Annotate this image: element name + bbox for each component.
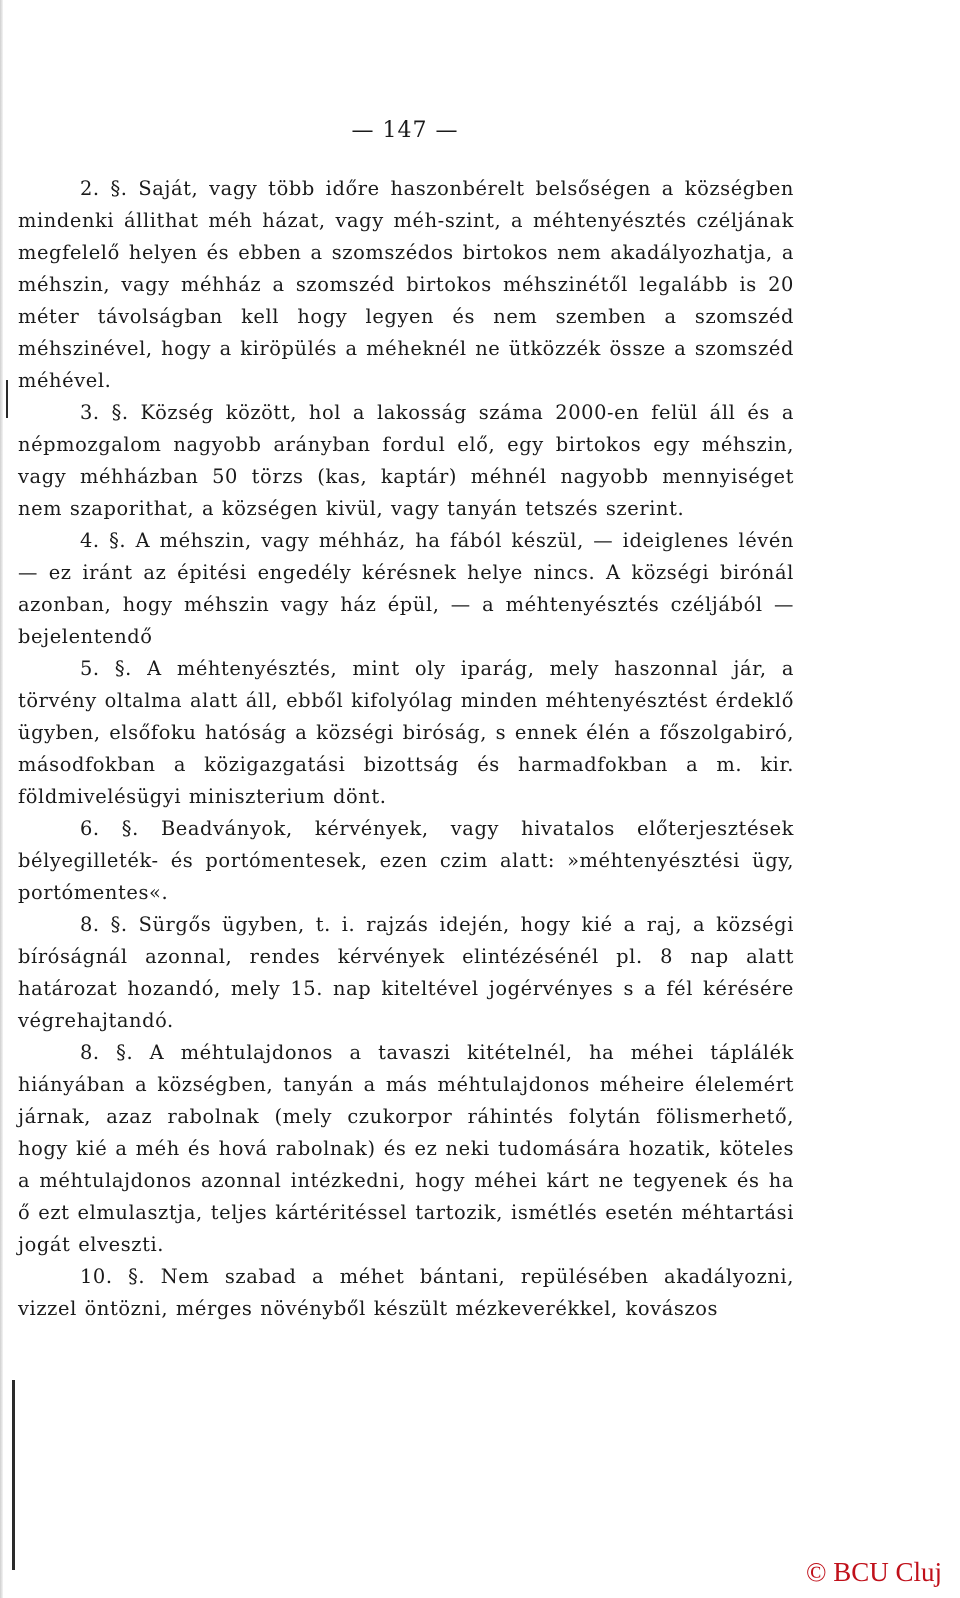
paragraph-section-8b: 8. §. A méhtulajdonos a tavaszi kitételnél, ha méhei táplálék hiányában a községben, tanyán a más méhtulajdonos méheire élelemért járnak, azaz rabolnak (mely czukorpor ráhintés folytán fölismerhető, hogy kié a méh és hová rabolnak) és ez neki tudomására hozatik, köteles a méhtulajdonos azonnal intézkedni, hogy méhei kárt ne tegyenek és ha ő ezt elmulasztja, teljes kártéritéssel tartozik, ismétlés esetén méhtartási jogát elveszti. (18, 1041, 794, 1256)
paragraph-section-10: 10. §. Nem szabad a méhet bántani, repülésében akadályozni, vizzel öntözni, mérges növényből készült mézkeverékkel, kovászos (18, 1265, 794, 1320)
library-watermark: © BCU Cluj (805, 1557, 942, 1587)
paragraph-section-6: 6. §. Beadványok, kérvények, vagy hivatalos előterjesztések bélyegilleték- és portómentesek, ezen czim alatt: »méhtenyésztési ügy, portómentes«. (18, 817, 794, 904)
paragraph-section-3: 3. §. Község között, hol a lakosság száma 2000-en felül áll és a népmozgalom nagyobb arányban fordul elő, egy birtokos egy méhszin, vagy méhházban 50 törzs (kas, kaptár) méhnél nagyobb mennyiséget nem szaporithat, a községen kivül, vagy tanyán tetszés szerint. (18, 401, 794, 520)
paragraph-section-5: 5. §. A méhtenyésztés, mint oly iparág, mely haszonnal jár, a törvény oltalma alatt áll, ebből kifolyólag minden méhtenyésztést érdeklő ügyben, elsőfoku hatóság a községi biróság, s ennek élén a főszolgabiró, másodfokban a közigazgatási bizottság és harmadfokban a m. kir. földmivelésügyi miniszterium dönt. (18, 657, 794, 808)
page-number: — 147 — (351, 118, 459, 143)
paragraph-section-4: 4. §. A méhszin, vagy méhház, ha fából készül, — ideiglenes lévén — ez iránt az épitési engedély kérésnek helye nincs. A községi birónál azonban, hogy méhszin vagy ház épül, — a méhtenyésztés czéljából — bejelentendő (18, 529, 794, 648)
scan-edge-mark (6, 380, 8, 418)
document-body (18, 173, 794, 1325)
paragraph-section-8a: 8. §. Sürgős ügyben, t. i. rajzás idején, hogy kié a raj, a községi bíróságnál azonnal, rendes kérvények elintézésénél pl. 8 nap alatt határozat hozandó, mely 15. nap kiteltével jogérvényes s a fél kérésére végrehajtandó. (18, 913, 794, 1032)
paragraph-section-2: 2. §. Saját, vagy több időre haszonbérelt belsőségen a községben mindenki állithat méh házat, vagy méh-szint, a méhtenyésztés czéljának megfelelő helyen és ebben a szomszédos birtokos nem akadályozhatja, a méhszin, vagy méhház a szomszéd birtokos méhszinétől legalább is 20 méter távolságban kell hogy legyen és nem szemben a szomszéd méhszinével, hogy a kiröpülés a méheknél ne ütközzék össze a szomszéd méhével. (18, 177, 794, 392)
page-left-edge (0, 0, 3, 1598)
scan-edge-mark (12, 1380, 15, 1570)
